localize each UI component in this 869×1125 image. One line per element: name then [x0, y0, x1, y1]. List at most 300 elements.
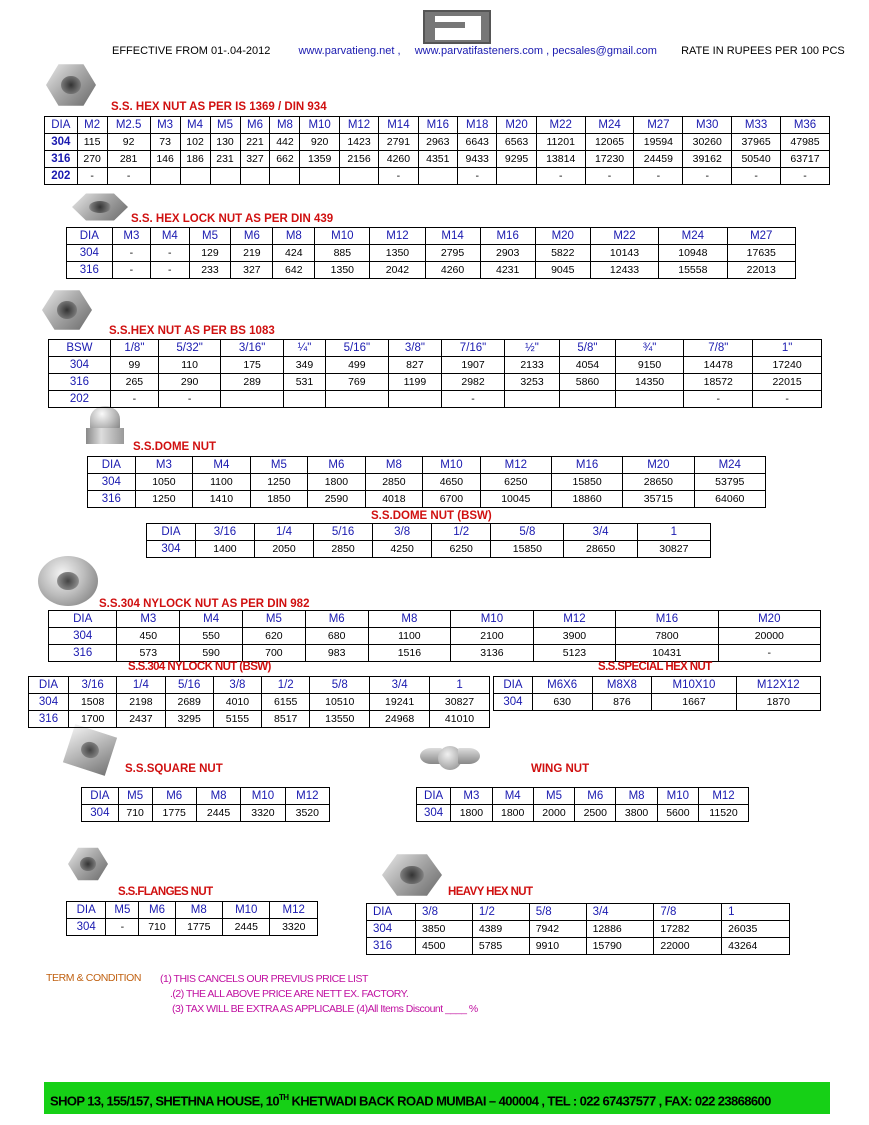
price-cell: - — [442, 391, 505, 408]
column-header: M20 — [497, 117, 536, 134]
column-header: 1 — [430, 677, 490, 694]
column-header: M22 — [590, 228, 658, 245]
price-cell: 2445 — [196, 805, 240, 822]
table-row — [147, 541, 711, 558]
price-cell: 4389 — [472, 921, 529, 938]
hex-lock-nut-table — [66, 227, 796, 279]
column-header: 7/8 — [654, 904, 722, 921]
price-cell: 12065 — [585, 134, 634, 151]
table-row — [49, 645, 821, 662]
price-cell: 885 — [315, 245, 370, 262]
price-cell: 2500 — [575, 805, 616, 822]
table-header-row — [49, 340, 822, 357]
column-header: M8 — [273, 228, 315, 245]
table-header-row — [494, 677, 821, 694]
term-1: (1) THIS CANCELS OUR PREVIUS PRICE LIST — [160, 973, 368, 985]
price-cell: 64060 — [694, 491, 765, 508]
column-header: 3/4 — [370, 677, 430, 694]
price-cell: 3800 — [616, 805, 657, 822]
table-row — [367, 921, 790, 938]
price-cell: 37965 — [732, 134, 781, 151]
column-header: DIA — [49, 611, 117, 628]
price-cell: 3320 — [241, 805, 285, 822]
price-cell — [300, 168, 339, 185]
price-cell: 102 — [180, 134, 210, 151]
column-header: 1/8" — [110, 340, 158, 357]
table-row — [29, 694, 490, 711]
price-cell: 3850 — [416, 921, 473, 938]
price-cell: 2590 — [308, 491, 366, 508]
price-cell: 26035 — [722, 921, 790, 938]
price-cell: 10510 — [310, 694, 370, 711]
terms-label: TERM & CONDITION — [46, 972, 142, 984]
footer-sup: TH — [279, 1093, 289, 1102]
price-cell: 424 — [273, 245, 315, 262]
price-cell: - — [77, 168, 107, 185]
table-row — [67, 919, 318, 936]
price-cell: 15850 — [491, 541, 564, 558]
column-header: M12X12 — [736, 677, 820, 694]
price-cell — [615, 391, 684, 408]
grade-cell: 304 — [45, 134, 78, 151]
column-header: DIA — [494, 677, 533, 694]
price-cell: 22000 — [654, 938, 722, 955]
column-header: M30 — [683, 117, 732, 134]
price-cell: 327 — [240, 151, 270, 168]
column-header: 1" — [753, 340, 822, 357]
price-cell: 6155 — [262, 694, 310, 711]
price-cell: 73 — [150, 134, 180, 151]
price-cell: 531 — [283, 374, 325, 391]
price-cell: 53795 — [694, 474, 765, 491]
table-header-row — [82, 788, 330, 805]
price-cell: 22015 — [753, 374, 822, 391]
column-header: M10 — [423, 457, 481, 474]
grade-cell: 316 — [67, 262, 113, 279]
term-3: (3) TAX WILL BE EXTRA AS APPLICABLE (4)All Items Discount ____ % — [172, 1003, 478, 1015]
column-header: 5/8 — [491, 524, 564, 541]
column-header: 7/16" — [442, 340, 505, 357]
price-cell: 15790 — [586, 938, 654, 955]
price-cell: - — [684, 391, 753, 408]
column-header: M10X10 — [652, 677, 736, 694]
column-header: M6 — [139, 902, 175, 919]
price-cell: 24968 — [370, 711, 430, 728]
column-header: M3 — [135, 457, 193, 474]
heavy-hex-nut-table — [366, 903, 790, 955]
price-cell: 1667 — [652, 694, 736, 711]
column-header: M5 — [243, 611, 306, 628]
grade-cell: 316 — [29, 711, 69, 728]
special-hex-nut-table — [493, 676, 821, 711]
column-header: M4 — [193, 457, 251, 474]
price-cell: 14350 — [615, 374, 684, 391]
grade-cell: 316 — [49, 645, 117, 662]
grade-cell: 304 — [67, 245, 113, 262]
column-header: M4 — [180, 611, 243, 628]
price-cell — [210, 168, 240, 185]
terms-list — [160, 972, 478, 1017]
price-cell: 1423 — [339, 134, 378, 151]
price-cell: 17282 — [654, 921, 722, 938]
section-title: HEAVY HEX NUT — [448, 886, 533, 898]
price-cell: 5123 — [533, 645, 616, 662]
column-header: M4 — [492, 788, 533, 805]
column-header: 5/8 — [310, 677, 370, 694]
company-logo — [423, 10, 491, 44]
footer-contact: KHETWADI BACK ROAD MUMBAI – 400004 , TEL : 022 67437577 , FAX: 022 23868600 — [288, 1093, 771, 1109]
hex-nut-image — [46, 62, 96, 108]
column-header: M5 — [189, 228, 231, 245]
price-cell — [388, 391, 442, 408]
price-cell: 14478 — [684, 357, 753, 374]
column-header: DIA — [147, 524, 196, 541]
column-header: M10 — [241, 788, 285, 805]
price-cell: 146 — [150, 151, 180, 168]
term-2: .(2) THE ALL ABOVE PRICE ARE NETT EX. FACTORY. — [170, 988, 409, 1000]
price-cell: 13550 — [310, 711, 370, 728]
price-cell: 920 — [300, 134, 339, 151]
column-header: M20 — [623, 457, 694, 474]
price-cell: 4250 — [373, 541, 432, 558]
price-cell: 17635 — [727, 245, 795, 262]
price-cell: 13814 — [536, 151, 585, 168]
price-cell: 11520 — [699, 805, 749, 822]
column-header: 5/32" — [158, 340, 221, 357]
price-cell: 827 — [388, 357, 442, 374]
price-cell: 28650 — [623, 474, 694, 491]
column-header: 1 — [722, 904, 790, 921]
price-cell: - — [458, 168, 497, 185]
price-cell: 6643 — [458, 134, 497, 151]
column-header: M2 — [77, 117, 107, 134]
square-nut-image — [63, 724, 117, 776]
column-header: BSW — [49, 340, 111, 357]
grade-cell: 304 — [29, 694, 69, 711]
price-cell: 6250 — [480, 474, 551, 491]
price-cell: 30827 — [430, 694, 490, 711]
column-header: M4 — [151, 228, 189, 245]
price-cell: - — [634, 168, 683, 185]
price-cell: - — [536, 168, 585, 185]
column-header: 3/16" — [221, 340, 284, 357]
price-cell: 17240 — [753, 357, 822, 374]
column-header: M12 — [480, 457, 551, 474]
column-header: M5 — [250, 457, 308, 474]
price-cell: - — [107, 168, 150, 185]
column-header: 3/16 — [69, 677, 117, 694]
price-cell: 130 — [210, 134, 240, 151]
column-header: 3/8" — [388, 340, 442, 357]
table-row — [67, 262, 796, 279]
price-cell: 3900 — [533, 628, 616, 645]
price-cell: 30260 — [683, 134, 732, 151]
price-cell: 2156 — [339, 151, 378, 168]
price-cell: 662 — [270, 151, 300, 168]
price-cell: 1775 — [152, 805, 196, 822]
column-header: M8 — [270, 117, 300, 134]
price-cell: 2689 — [165, 694, 213, 711]
flange-nut-table — [66, 901, 318, 936]
price-cell: 4500 — [416, 938, 473, 955]
price-cell: 1359 — [300, 151, 339, 168]
price-cell — [339, 168, 378, 185]
dome-nut-image — [84, 406, 128, 446]
price-cell: 17230 — [585, 151, 634, 168]
price-cell: 1250 — [250, 474, 308, 491]
price-cell: 2437 — [117, 711, 165, 728]
grade-cell: 316 — [49, 374, 111, 391]
price-cell: 620 — [243, 628, 306, 645]
table-row — [45, 168, 830, 185]
price-cell: 442 — [270, 134, 300, 151]
grade-cell: 304 — [49, 357, 111, 374]
price-cell: 39162 — [683, 151, 732, 168]
price-cell: 1800 — [492, 805, 533, 822]
column-header: 5/16 — [314, 524, 373, 541]
column-header: 1/2 — [472, 904, 529, 921]
price-cell: 4231 — [480, 262, 535, 279]
price-cell: 43264 — [722, 938, 790, 955]
price-cell — [221, 391, 284, 408]
price-cell: 3253 — [504, 374, 559, 391]
table-row — [82, 805, 330, 822]
column-header: M36 — [781, 117, 830, 134]
price-cell: 22013 — [727, 262, 795, 279]
price-cell: 4018 — [365, 491, 423, 508]
price-cell: 265 — [110, 374, 158, 391]
price-cell: 1350 — [315, 262, 370, 279]
column-header: M3 — [451, 788, 492, 805]
price-cell — [283, 391, 325, 408]
column-header: M6 — [240, 117, 270, 134]
price-cell: - — [379, 168, 418, 185]
price-cell: 2100 — [451, 628, 534, 645]
table-row — [88, 474, 766, 491]
column-header: M16 — [480, 228, 535, 245]
price-cell: 231 — [210, 151, 240, 168]
column-header: M8 — [175, 902, 222, 919]
price-cell: 270 — [77, 151, 107, 168]
price-cell: 680 — [305, 628, 368, 645]
grade-cell: 316 — [367, 938, 416, 955]
table-row — [45, 134, 830, 151]
column-header: M12 — [699, 788, 749, 805]
price-cell: 1400 — [195, 541, 254, 558]
price-cell: 4260 — [379, 151, 418, 168]
table-row — [88, 491, 766, 508]
price-cell: 6700 — [423, 491, 481, 508]
table-header-row — [67, 228, 796, 245]
column-header: M8 — [616, 788, 657, 805]
column-header: 1/2 — [432, 524, 491, 541]
column-header: M5 — [533, 788, 574, 805]
grade-cell: 304 — [88, 474, 136, 491]
column-header: M16 — [616, 611, 718, 628]
column-header: M16 — [551, 457, 622, 474]
column-header: 7/8" — [684, 340, 753, 357]
grade-cell: 304 — [494, 694, 533, 711]
price-cell — [270, 168, 300, 185]
price-cell: 4260 — [425, 262, 480, 279]
nylock-nut-bsw-table — [28, 676, 490, 728]
column-header: 1/4 — [255, 524, 314, 541]
column-header: 3/16 — [195, 524, 254, 541]
section-title: S.S.SQUARE NUT — [125, 763, 223, 775]
footer-address-bar — [44, 1082, 830, 1114]
column-header: 5/8 — [529, 904, 586, 921]
square-nut-table — [81, 787, 330, 822]
column-header: M2.5 — [107, 117, 150, 134]
price-cell: 2000 — [533, 805, 574, 822]
price-cell — [418, 168, 457, 185]
wing-nut-table — [416, 787, 749, 822]
price-cell: 9045 — [535, 262, 590, 279]
price-cell: 18572 — [684, 374, 753, 391]
price-cell: 9295 — [497, 151, 536, 168]
price-cell: 3136 — [451, 645, 534, 662]
price-cell: 4054 — [560, 357, 615, 374]
price-cell: 115 — [77, 134, 107, 151]
price-cell: 2850 — [314, 541, 373, 558]
price-cell: 1775 — [175, 919, 222, 936]
price-cell: 2850 — [365, 474, 423, 491]
price-cell: 710 — [118, 805, 152, 822]
column-header: M24 — [585, 117, 634, 134]
price-cell: - — [781, 168, 830, 185]
grade-cell: 202 — [45, 168, 78, 185]
column-header: DIA — [29, 677, 69, 694]
price-cell: 3320 — [270, 919, 318, 936]
price-cell: 9433 — [458, 151, 497, 168]
price-cell: 12433 — [590, 262, 658, 279]
price-cell: 1250 — [135, 491, 193, 508]
price-cell: 221 — [240, 134, 270, 151]
price-cell: 550 — [180, 628, 243, 645]
grade-cell: 304 — [67, 919, 106, 936]
price-cell: 4351 — [418, 151, 457, 168]
price-cell: 769 — [326, 374, 389, 391]
price-cell: 18860 — [551, 491, 622, 508]
price-cell: 24459 — [634, 151, 683, 168]
price-cell: 4010 — [213, 694, 261, 711]
column-header: 3/8 — [213, 677, 261, 694]
column-header: M8X8 — [592, 677, 652, 694]
price-cell: - — [112, 262, 150, 279]
price-cell: 1800 — [451, 805, 492, 822]
table-row — [417, 805, 749, 822]
grade-cell: 304 — [417, 805, 451, 822]
price-cell: 1907 — [442, 357, 505, 374]
column-header: ¾" — [615, 340, 684, 357]
price-cell: 1410 — [193, 491, 251, 508]
column-header: 1 — [637, 524, 710, 541]
price-cell: 19241 — [370, 694, 430, 711]
section-title: S.S.FLANGES NUT — [118, 886, 213, 898]
table-row — [49, 357, 822, 374]
price-cell: 110 — [158, 357, 221, 374]
price-cell: 2445 — [223, 919, 270, 936]
price-cell: - — [112, 245, 150, 262]
bs-hex-nut-image — [42, 288, 92, 332]
column-header: DIA — [417, 788, 451, 805]
price-cell: 5822 — [535, 245, 590, 262]
column-header: M3 — [117, 611, 180, 628]
price-cell: 700 — [243, 645, 306, 662]
column-header: DIA — [67, 902, 106, 919]
price-cell: 1700 — [69, 711, 117, 728]
section-title: S.S.304 NYLOCK NUT AS PER DIN 982 — [99, 598, 310, 610]
price-cell: 876 — [592, 694, 652, 711]
price-cell: 30827 — [637, 541, 710, 558]
column-header: M6 — [575, 788, 616, 805]
column-header: M22 — [536, 117, 585, 134]
dome-nut-table — [87, 456, 766, 508]
price-cell: 9150 — [615, 357, 684, 374]
price-cell: 219 — [231, 245, 273, 262]
column-header: M10 — [657, 788, 698, 805]
column-header: M3 — [150, 117, 180, 134]
section-title: WING NUT — [531, 763, 590, 775]
price-cell: 450 — [117, 628, 180, 645]
website-link[interactable]: www.parvatieng.net , — [298, 45, 401, 57]
price-cell: 41010 — [430, 711, 490, 728]
price-cell — [497, 168, 536, 185]
website-email-link[interactable]: www.parvatifasteners.com , pecsales@gmail.com — [414, 45, 657, 57]
price-cell: 9910 — [529, 938, 586, 955]
price-cell: 28650 — [564, 541, 637, 558]
price-cell: 289 — [221, 374, 284, 391]
column-header: 1/4 — [117, 677, 165, 694]
price-cell: 47985 — [781, 134, 830, 151]
column-header: 3/4 — [564, 524, 637, 541]
column-header: 5/8" — [560, 340, 615, 357]
grade-cell: 304 — [82, 805, 119, 822]
price-cell: 3295 — [165, 711, 213, 728]
price-cell — [504, 391, 559, 408]
price-cell: 129 — [189, 245, 231, 262]
price-cell: 12886 — [586, 921, 654, 938]
table-header-row — [417, 788, 749, 805]
column-header: M6 — [305, 611, 368, 628]
price-cell: - — [106, 919, 139, 936]
price-cell — [560, 391, 615, 408]
wing-nut-image — [420, 744, 482, 774]
price-cell: 2133 — [504, 357, 559, 374]
price-cell — [326, 391, 389, 408]
grade-cell: 316 — [45, 151, 78, 168]
column-header: 3/8 — [373, 524, 432, 541]
logo-mark — [435, 16, 481, 40]
price-cell — [150, 168, 180, 185]
column-header: M20 — [535, 228, 590, 245]
hex-nut-is1369-table — [44, 116, 830, 185]
section-title: S.S.DOME NUT — [133, 441, 217, 453]
column-header: M27 — [634, 117, 683, 134]
price-cell: 281 — [107, 151, 150, 168]
price-cell: 20000 — [718, 628, 820, 645]
price-cell — [240, 168, 270, 185]
price-cell: 11201 — [536, 134, 585, 151]
footer-address: SHOP 13, 155/157, SHETHNA HOUSE, 10 — [50, 1093, 279, 1109]
table-row — [45, 151, 830, 168]
price-cell: 2198 — [117, 694, 165, 711]
price-cell: 5600 — [657, 805, 698, 822]
price-cell: 573 — [117, 645, 180, 662]
table-row — [67, 245, 796, 262]
price-cell: 10045 — [480, 491, 551, 508]
price-cell: 5785 — [472, 938, 529, 955]
